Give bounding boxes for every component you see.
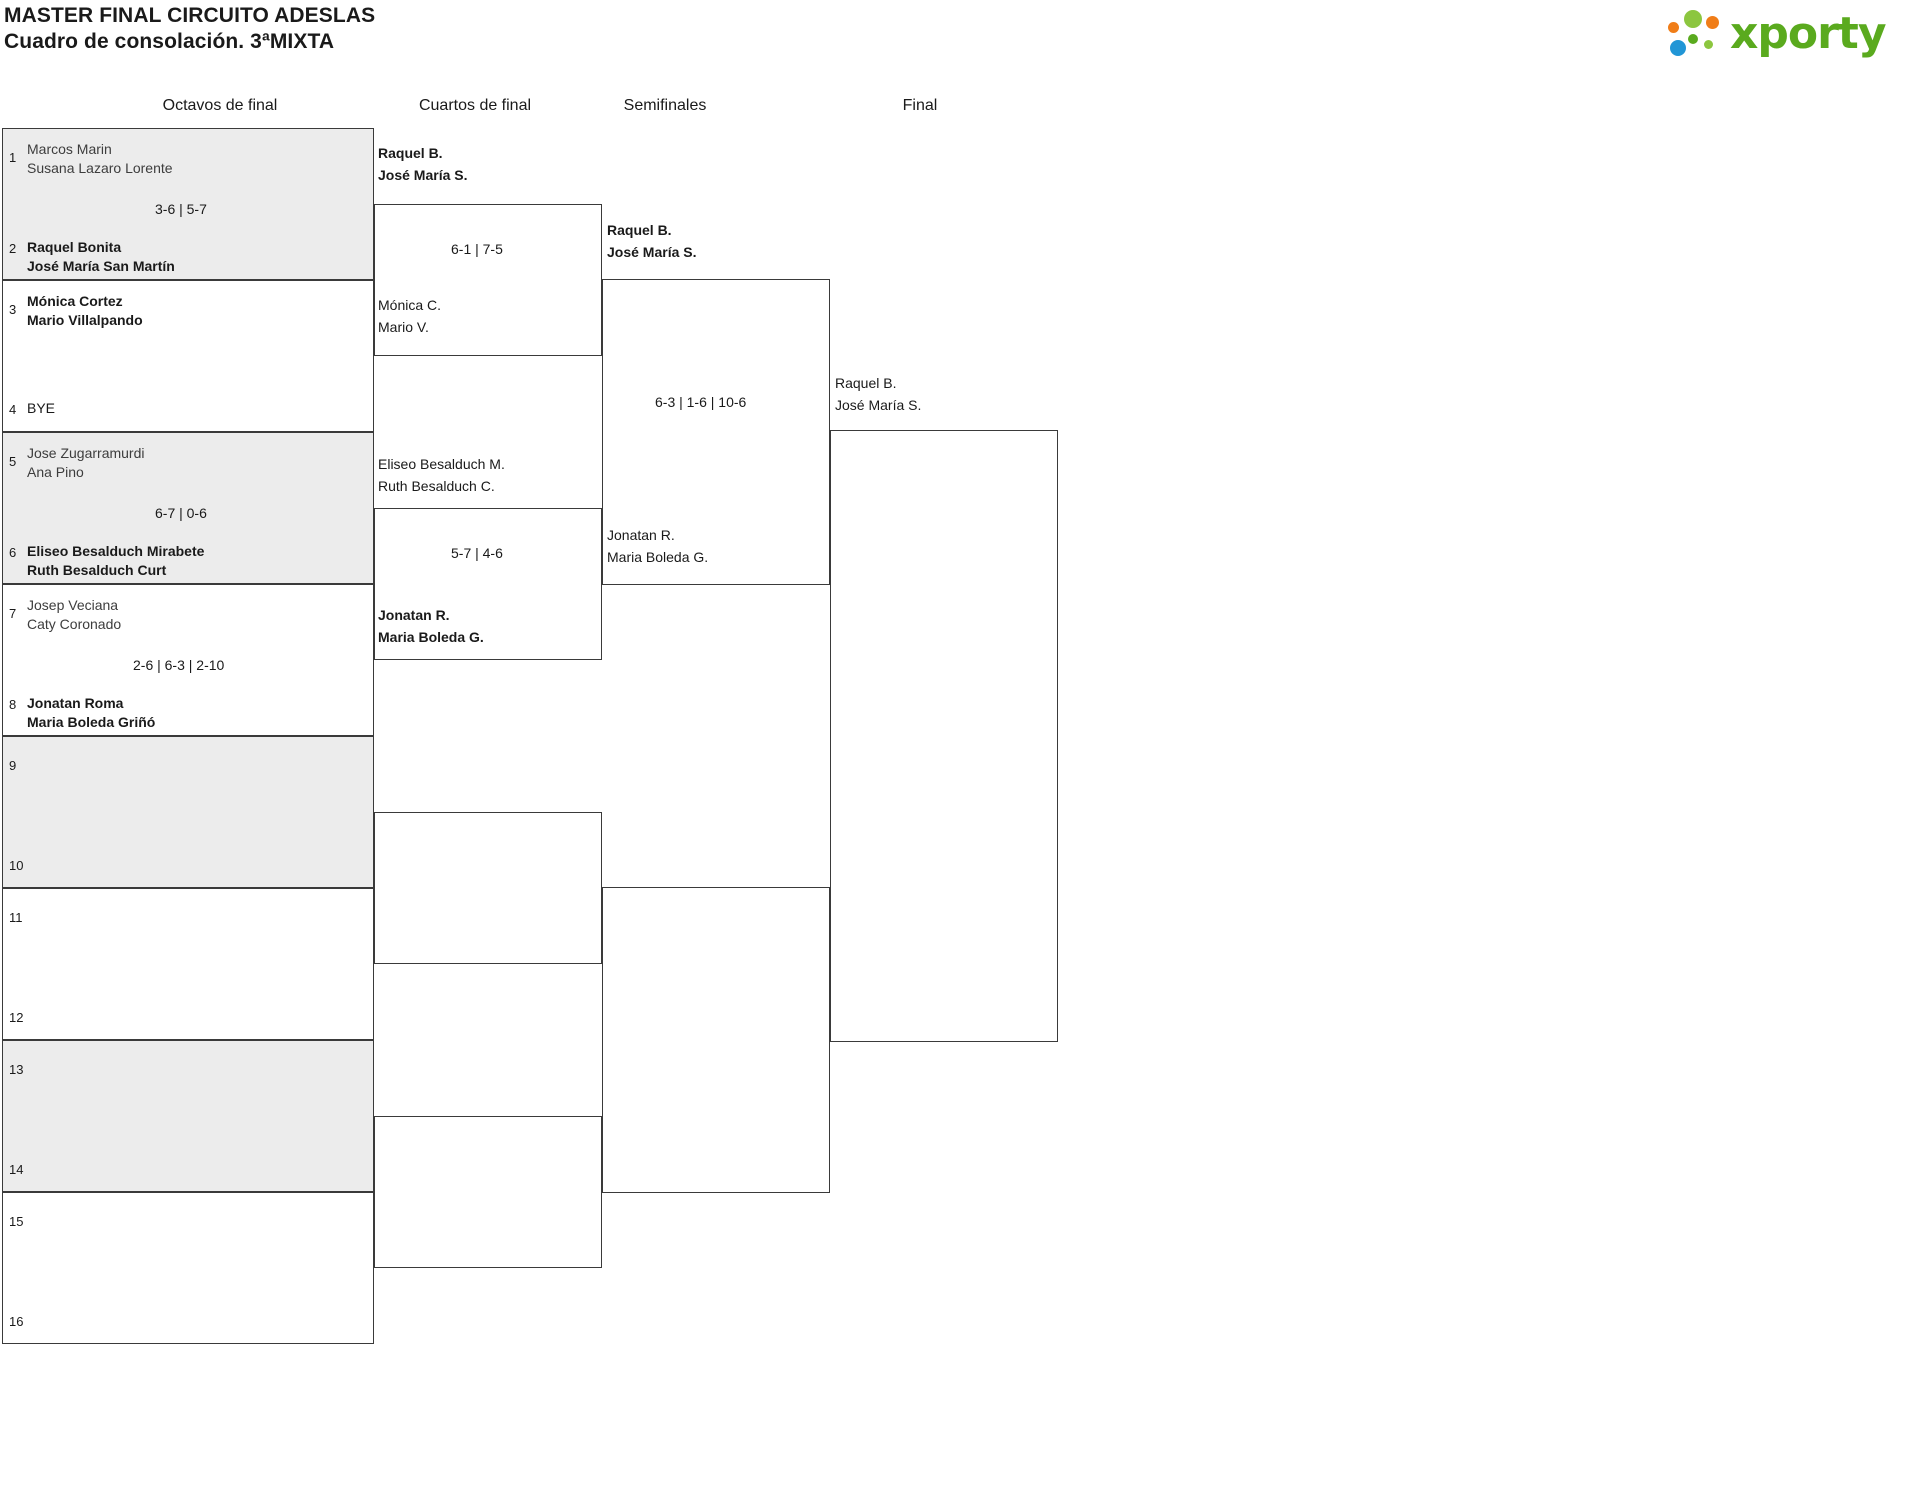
final-winner-line1: Raquel B. bbox=[835, 375, 897, 391]
seed-number: 4 bbox=[9, 402, 17, 417]
team-name-line1: Raquel Bonita bbox=[27, 239, 122, 255]
octavos-match-4[interactable] bbox=[2, 584, 374, 736]
team-name-line1: Jonatan Roma bbox=[27, 695, 124, 711]
team-name-line1: BYE bbox=[27, 400, 56, 416]
seed-number: 12 bbox=[9, 1010, 24, 1025]
team-name-line2: Mario Villalpando bbox=[27, 312, 143, 328]
page-title: MASTER FINAL CIRCUITO ADESLAS bbox=[4, 4, 376, 27]
cuartos-match-2-top-line1: Eliseo Besalduch M. bbox=[378, 456, 505, 472]
seed-number: 16 bbox=[9, 1314, 24, 1329]
octavos-match-5[interactable] bbox=[2, 736, 374, 888]
cuartos-match-3-connector[interactable] bbox=[374, 812, 602, 964]
team-name-line1: Eliseo Besalduch Mirabete bbox=[27, 543, 205, 559]
team-name-line2: Ruth Besalduch Curt bbox=[27, 562, 167, 578]
logo-wordmark: xporty bbox=[1730, 8, 1886, 59]
logo-dots-icon bbox=[1668, 10, 1728, 58]
cuartos-match-2-bottom-line1: Jonatan R. bbox=[378, 607, 450, 623]
seed-number: 15 bbox=[9, 1214, 24, 1229]
seed-number: 3 bbox=[9, 302, 17, 317]
team-name-line1: Jose Zugarramurdi bbox=[27, 445, 145, 461]
semifinal-match-1-top-line2: José María S. bbox=[607, 244, 697, 260]
match-score: 6-7 | 0-6 bbox=[155, 505, 207, 521]
seed-number: 11 bbox=[9, 910, 23, 925]
octavos-match-1[interactable] bbox=[2, 128, 374, 280]
team-name-line1: Josep Veciana bbox=[27, 597, 119, 613]
round-label-final: Final bbox=[902, 97, 938, 114]
seed-number: 1 bbox=[9, 150, 17, 165]
match-score: 6-3 | 1-6 | 10-6 bbox=[655, 394, 747, 410]
semifinal-match-1-bottom-line1: Jonatan R. bbox=[607, 527, 675, 543]
team-name-line2: Maria Boleda Griñó bbox=[27, 714, 156, 730]
seed-number: 2 bbox=[9, 241, 17, 256]
seed-number: 14 bbox=[9, 1162, 24, 1177]
round-label-semifinales: Semifinales bbox=[623, 97, 707, 114]
xporty-logo[interactable] bbox=[1668, 4, 1908, 62]
final-match-connector[interactable] bbox=[830, 430, 1058, 1042]
octavos-match-7[interactable] bbox=[2, 1040, 374, 1192]
final-winner-line2: José María S. bbox=[835, 397, 922, 413]
match-score: 3-6 | 5-7 bbox=[155, 201, 207, 217]
team-name-line2: Susana Lazaro Lorente bbox=[27, 160, 173, 176]
team-name-line1: Mónica Cortez bbox=[27, 293, 123, 309]
round-label-octavos: Octavos de final bbox=[162, 97, 278, 114]
page-header bbox=[0, 0, 1920, 72]
semifinal-match-1-bottom-line2: Maria Boleda G. bbox=[607, 549, 709, 565]
match-score: 6-1 | 7-5 bbox=[451, 241, 503, 257]
octavos-match-6[interactable] bbox=[2, 888, 374, 1040]
cuartos-match-1-top-line1: Raquel B. bbox=[378, 145, 443, 161]
semifinal-match-2-connector[interactable] bbox=[602, 887, 830, 1193]
seed-number: 8 bbox=[9, 697, 17, 712]
seed-number: 7 bbox=[9, 606, 17, 621]
team-name-line2: José María San Martín bbox=[27, 258, 175, 274]
cuartos-match-2-top-line2: Ruth Besalduch C. bbox=[378, 478, 495, 494]
page-subtitle: Cuadro de consolación. 3ªMIXTA bbox=[4, 30, 335, 54]
seed-number: 9 bbox=[9, 758, 17, 773]
octavos-match-3[interactable] bbox=[2, 432, 374, 584]
semifinal-match-1-top-line1: Raquel B. bbox=[607, 222, 672, 238]
team-name-line1: Marcos Marin bbox=[27, 141, 112, 157]
seed-number: 10 bbox=[9, 858, 24, 873]
cuartos-match-4-connector[interactable] bbox=[374, 1116, 602, 1268]
match-score: 2-6 | 6-3 | 2-10 bbox=[133, 657, 225, 673]
octavos-match-2[interactable] bbox=[2, 280, 374, 432]
title-block bbox=[4, 3, 375, 56]
seed-number: 5 bbox=[9, 454, 17, 469]
round-label-cuartos: Cuartos de final bbox=[418, 97, 532, 114]
match-score: 5-7 | 4-6 bbox=[451, 545, 503, 561]
cuartos-match-1-bottom-line1: Mónica C. bbox=[378, 297, 442, 313]
cuartos-match-1-top-line2: José María S. bbox=[378, 167, 468, 183]
cuartos-match-2-bottom-line2: Maria Boleda G. bbox=[378, 629, 484, 645]
octavos-match-8[interactable] bbox=[2, 1192, 374, 1344]
seed-number: 6 bbox=[9, 545, 17, 560]
team-name-line2: Caty Coronado bbox=[27, 616, 122, 632]
seed-number: 13 bbox=[9, 1062, 24, 1077]
team-name-line2: Ana Pino bbox=[27, 464, 84, 480]
cuartos-match-1-bottom-line2: Mario V. bbox=[378, 319, 429, 335]
